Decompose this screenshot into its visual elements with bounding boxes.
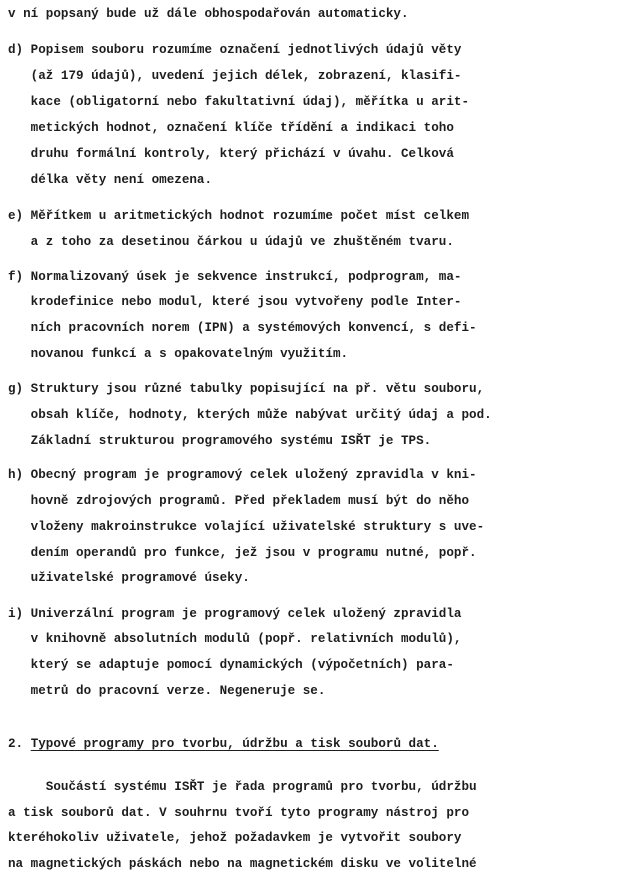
item-g-line: obsah klíče, hodnoty, kterých může nabývat určitý údaj a pod. [8, 408, 492, 422]
item-f-line: novanou funkcí a s opakovatelným využitím. [8, 347, 349, 361]
item-h-line: vloženy makroinstrukce volající uživatelské struktury s uve- [8, 520, 485, 534]
item-d-line: délka věty není omezena. [8, 173, 213, 187]
item-h-line: hovně zdrojových programů. Před překladem musí být do něho [8, 494, 470, 508]
item-f-line: ních pracovních norem (IPN) a systémových konvencí, s defi- [8, 321, 477, 335]
item-h-line: dením operandů pro funkce, jež jsou v programu nutné, popř. [8, 546, 477, 560]
item-d-line: kace (obligatorní nebo fakultativní údaj), měřítka u arit- [8, 95, 470, 109]
paragraph-line: kteréhokoliv uživatele, jehož požadavkem je vytvořit soubory [8, 831, 462, 845]
item-e-line: e) Měřítkem u aritmetických hodnot rozumíme počet míst celkem [8, 209, 470, 223]
item-f-line: f) Normalizovaný úsek je sekvence instrukcí, podprogram, ma- [8, 270, 462, 284]
item-e-line: a z toho za desetinou čárkou u údajů ve zhuštěném tvaru. [8, 235, 454, 249]
item-f-line: krodefinice nebo modul, které jsou vytvořeny podle Inter- [8, 295, 462, 309]
item-i-line: i) Univerzální program je programový celek uložený zpravidla [8, 607, 462, 621]
item-g-line: Základní strukturou programového systému ISŘT je TPS. [8, 434, 432, 448]
item-i-line: který se adaptuje pomocí dynamických (výpočetních) para- [8, 658, 454, 672]
item-h-line: h) Obecný program je programový celek uložený zpravidla v kni- [8, 468, 477, 482]
section-heading [8, 738, 439, 751]
paragraph-line: na magnetických páskách nebo na magnetickém disku ve volitelné [8, 857, 477, 871]
item-d-line: (až 179 údajů), uvedení jejich délek, zobrazení, klasifi- [8, 69, 462, 83]
paragraph-line: a tisk souborů dat. V souhrnu tvoří tyto programy nástroj pro [8, 806, 470, 820]
item-d-line: d) Popisem souboru rozumíme označení jednotlivých údajů věty [8, 43, 462, 57]
item-g-line: g) Struktury jsou různé tabulky popisující na př. větu souboru, [8, 382, 485, 396]
section-title: Typové programy pro tvorbu, údržbu a tisk souborů dat. [30, 737, 439, 751]
item-i-line: v knihovně absolutních modulů (popř. relativních modulů), [8, 632, 462, 646]
text-line: v ní popsaný bude už dále obhospodařován automaticky. [8, 7, 409, 21]
section-number: 2. [8, 737, 31, 751]
item-h-line: uživatelské programové úseky. [8, 571, 250, 585]
item-i-line: metrů do pracovní verze. Negeneruje se. [8, 684, 326, 698]
item-d-line: metických hodnot, označení klíče třídění a indikaci toho [8, 121, 454, 135]
paragraph-line: Součástí systému ISŘT je řada programů pro tvorbu, údržbu [8, 780, 477, 794]
item-d-line: druhu formální kontroly, který přichází v úvahu. Celková [8, 147, 454, 161]
